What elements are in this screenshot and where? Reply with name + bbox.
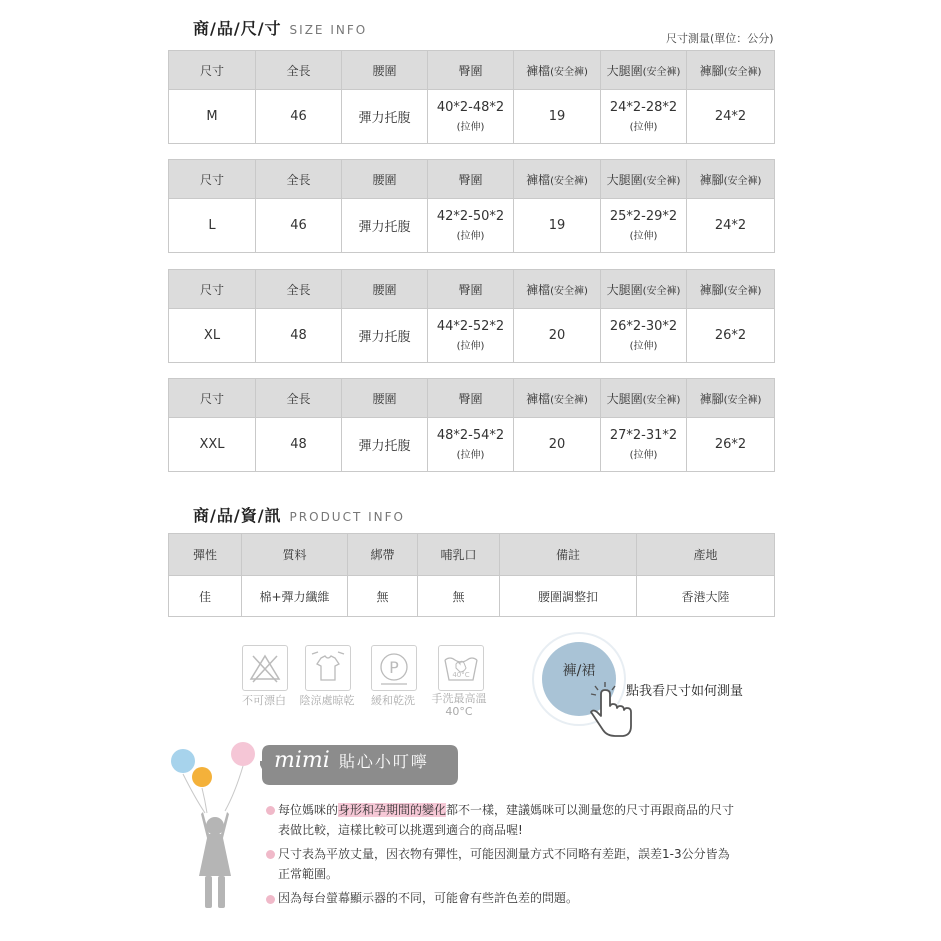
product-info-table bbox=[168, 533, 775, 617]
size-table-value-row bbox=[169, 309, 775, 363]
size-table bbox=[168, 50, 775, 144]
no-bleach-icon bbox=[242, 645, 288, 691]
girl-silhouette bbox=[199, 812, 231, 908]
size-table-header-row bbox=[169, 270, 775, 309]
value-hip bbox=[428, 418, 514, 472]
tips-title: 貼心小叮嚀 bbox=[338, 752, 429, 771]
unit-note: 尺寸測量(單位：公分) bbox=[666, 32, 774, 45]
tip-2-line1: 尺寸表為平放丈量，因衣物有彈性，可能因測量方式不同略有差距，誤差1-3公分皆為 bbox=[278, 847, 730, 861]
header-rise-note: (安全褲) bbox=[550, 394, 588, 406]
wash-label-line1: 手洗最高溫 bbox=[431, 692, 487, 705]
header-rise bbox=[514, 160, 601, 199]
balloon-pink bbox=[231, 742, 255, 766]
size-section-title bbox=[193, 16, 367, 39]
care-label-dry-clean: 緩和乾洗 bbox=[371, 694, 415, 707]
value-hip bbox=[428, 199, 514, 253]
balloon-orange bbox=[192, 767, 212, 787]
header-size: 尺寸 bbox=[169, 160, 256, 199]
header-hem-note: (安全褲) bbox=[723, 66, 762, 78]
header-rise-note: (安全褲) bbox=[550, 285, 588, 297]
value-size: XXL bbox=[169, 418, 256, 472]
value-thigh-note: (拉伸) bbox=[629, 231, 658, 242]
tip-3: 因為每台螢幕顯示器的不同，可能會有些許色差的問題。 bbox=[278, 891, 579, 905]
header-thigh-note: (安全褲) bbox=[642, 285, 681, 297]
value-strap: 無 bbox=[348, 576, 418, 617]
header-hip: 臀圍 bbox=[428, 51, 514, 90]
value-hip-range: 40*2-48*2 bbox=[436, 100, 505, 115]
tips-banner bbox=[274, 748, 429, 773]
care-label-wash-40 bbox=[426, 692, 492, 718]
header-waist: 腰圍 bbox=[342, 51, 428, 90]
value-thigh-note: (拉伸) bbox=[629, 341, 658, 352]
value-nursing-opening: 無 bbox=[418, 576, 500, 617]
value-hip-range: 44*2-52*2 bbox=[436, 319, 505, 334]
value-hip-range: 48*2-54*2 bbox=[436, 428, 505, 443]
value-waist: 彈力托腹 bbox=[342, 418, 428, 472]
measure-link[interactable]: 點我看尺寸如何測量 bbox=[626, 684, 744, 699]
value-hip-note: (拉伸) bbox=[456, 450, 485, 461]
size-table-value-row bbox=[169, 90, 775, 144]
value-thigh-note: (拉伸) bbox=[629, 450, 658, 461]
tip-2 bbox=[278, 844, 730, 884]
header-hem bbox=[687, 379, 775, 418]
wash-temp-text: 40°C bbox=[452, 671, 470, 679]
size-table-value-row bbox=[169, 418, 775, 472]
header-thigh bbox=[601, 51, 687, 90]
value-origin: 香港大陸 bbox=[637, 576, 775, 617]
header-rise-label: 褲檔 bbox=[526, 172, 551, 187]
size-table bbox=[168, 159, 775, 253]
tip-2-line2: 正常範圍。 bbox=[278, 867, 339, 881]
value-thigh bbox=[601, 418, 687, 472]
size-table-header-row bbox=[169, 51, 775, 90]
header-length: 全長 bbox=[256, 51, 342, 90]
value-rise: 19 bbox=[514, 199, 601, 253]
header-hem bbox=[687, 51, 775, 90]
balloon-girl-illustration bbox=[165, 738, 265, 918]
product-section-title bbox=[193, 503, 405, 526]
dry-clean-glyph: P bbox=[389, 658, 399, 677]
header-thigh bbox=[601, 270, 687, 309]
value-hip-note: (拉伸) bbox=[456, 231, 485, 242]
header-length: 全長 bbox=[256, 270, 342, 309]
value-size: M bbox=[169, 90, 256, 144]
size-table bbox=[168, 269, 775, 363]
tip-1-post: 都不一樣，建議媽咪可以測量您的尺寸再跟商品的尺寸 bbox=[446, 803, 735, 817]
shade-dry-icon bbox=[305, 645, 351, 691]
measure-circle-label[interactable]: 褲/裙 bbox=[562, 663, 596, 679]
header-rise-label: 褲檔 bbox=[526, 63, 551, 78]
tips-brand: mimi bbox=[274, 748, 330, 773]
product-info-header-row bbox=[169, 534, 775, 576]
tip-1-pre: 每位媽咪的 bbox=[278, 803, 339, 817]
size-table bbox=[168, 378, 775, 472]
value-length: 46 bbox=[256, 90, 342, 144]
value-hip bbox=[428, 90, 514, 144]
wash-label-line2: 40°C bbox=[445, 705, 473, 718]
header-hem-note: (安全褲) bbox=[723, 285, 762, 297]
header-hem-note: (安全褲) bbox=[723, 175, 762, 187]
header-waist: 腰圍 bbox=[342, 379, 428, 418]
size-table-header-row bbox=[169, 379, 775, 418]
size-table-header-row bbox=[169, 160, 775, 199]
value-hem: 24*2 bbox=[687, 199, 775, 253]
value-length: 48 bbox=[256, 309, 342, 363]
dry-clean-icon bbox=[371, 645, 417, 691]
value-hip bbox=[428, 309, 514, 363]
header-thigh bbox=[601, 160, 687, 199]
header-origin: 產地 bbox=[637, 534, 775, 576]
header-nursing-opening: 哺乳口 bbox=[418, 534, 500, 576]
value-hip-note: (拉伸) bbox=[456, 122, 485, 133]
value-hip-range: 42*2-50*2 bbox=[436, 209, 505, 224]
product-subtitle: PRODUCT INFO bbox=[289, 510, 405, 524]
value-notes: 腰圍調整扣 bbox=[500, 576, 637, 617]
value-thigh-range: 24*2-28*2 bbox=[609, 100, 678, 115]
header-hem-label: 褲腳 bbox=[699, 391, 724, 406]
value-hip-note: (拉伸) bbox=[456, 341, 485, 352]
header-rise-note: (安全褲) bbox=[550, 175, 588, 187]
value-thigh bbox=[601, 199, 687, 253]
tip-bullet-2 bbox=[266, 850, 275, 859]
tip-1-highlight: 身形和孕期間的變化 bbox=[338, 803, 447, 817]
header-hip: 臀圍 bbox=[428, 160, 514, 199]
value-length: 46 bbox=[256, 199, 342, 253]
care-label-no-bleach: 不可漂白 bbox=[242, 694, 286, 707]
tip-1 bbox=[278, 800, 734, 840]
care-label-shade-dry: 陰涼處晾乾 bbox=[299, 694, 355, 707]
header-rise bbox=[514, 270, 601, 309]
header-elasticity: 彈性 bbox=[169, 534, 242, 576]
header-hem bbox=[687, 160, 775, 199]
value-waist: 彈力托腹 bbox=[342, 309, 428, 363]
header-hem-label: 褲腳 bbox=[699, 172, 724, 187]
header-thigh-note: (安全褲) bbox=[642, 66, 681, 78]
value-thigh-range: 25*2-29*2 bbox=[609, 209, 678, 224]
value-thigh-range: 27*2-31*2 bbox=[609, 428, 678, 443]
value-size: XL bbox=[169, 309, 256, 363]
value-rise: 20 bbox=[514, 309, 601, 363]
wash-40-icon bbox=[438, 645, 484, 691]
header-hip: 臀圍 bbox=[428, 270, 514, 309]
header-hem bbox=[687, 270, 775, 309]
size-subtitle: SIZE INFO bbox=[289, 23, 368, 37]
header-rise-label: 褲檔 bbox=[526, 282, 551, 297]
balloon-blue bbox=[171, 749, 195, 773]
value-rise: 20 bbox=[514, 418, 601, 472]
header-material: 質料 bbox=[242, 534, 348, 576]
header-rise-label: 褲檔 bbox=[526, 391, 551, 406]
value-length: 48 bbox=[256, 418, 342, 472]
value-thigh bbox=[601, 90, 687, 144]
header-thigh bbox=[601, 379, 687, 418]
value-thigh bbox=[601, 309, 687, 363]
value-waist: 彈力托腹 bbox=[342, 90, 428, 144]
size-table-value-row bbox=[169, 199, 775, 253]
header-strap: 綁帶 bbox=[348, 534, 418, 576]
tip-bullet-1 bbox=[266, 806, 275, 815]
header-thigh-note: (安全褲) bbox=[642, 175, 681, 187]
header-hip: 臀圍 bbox=[428, 379, 514, 418]
product-info-value-row bbox=[169, 576, 775, 617]
value-rise: 19 bbox=[514, 90, 601, 144]
product-title-text: 商/品/資/訊 bbox=[193, 506, 282, 525]
header-size: 尺寸 bbox=[169, 270, 256, 309]
value-waist: 彈力托腹 bbox=[342, 199, 428, 253]
header-thigh-label: 大腿圍 bbox=[606, 391, 643, 406]
tip-1-line2: 表做比較，這樣比較可以挑選到適合的商品喔! bbox=[278, 823, 523, 837]
header-thigh-label: 大腿圍 bbox=[606, 63, 643, 78]
header-thigh-label: 大腿圍 bbox=[606, 172, 643, 187]
header-length: 全長 bbox=[256, 379, 342, 418]
value-thigh-note: (拉伸) bbox=[629, 122, 658, 133]
value-elasticity: 佳 bbox=[169, 576, 242, 617]
tip-bullet-3 bbox=[266, 895, 275, 904]
size-title-text: 商/品/尺/寸 bbox=[193, 19, 282, 38]
value-hem: 24*2 bbox=[687, 90, 775, 144]
header-hem-label: 褲腳 bbox=[699, 63, 724, 78]
header-waist: 腰圍 bbox=[342, 160, 428, 199]
header-rise bbox=[514, 51, 601, 90]
header-waist: 腰圍 bbox=[342, 270, 428, 309]
header-hem-note: (安全褲) bbox=[723, 394, 762, 406]
value-hem: 26*2 bbox=[687, 418, 775, 472]
header-notes: 備註 bbox=[500, 534, 637, 576]
value-hem: 26*2 bbox=[687, 309, 775, 363]
value-thigh-range: 26*2-30*2 bbox=[609, 319, 678, 334]
value-material: 棉+彈力纖維 bbox=[242, 576, 348, 617]
header-thigh-label: 大腿圍 bbox=[606, 282, 643, 297]
header-size: 尺寸 bbox=[169, 379, 256, 418]
header-rise bbox=[514, 379, 601, 418]
header-thigh-note: (安全褲) bbox=[642, 394, 681, 406]
header-length: 全長 bbox=[256, 160, 342, 199]
header-size: 尺寸 bbox=[169, 51, 256, 90]
value-size: L bbox=[169, 199, 256, 253]
header-hem-label: 褲腳 bbox=[699, 282, 724, 297]
header-rise-note: (安全褲) bbox=[550, 66, 588, 78]
